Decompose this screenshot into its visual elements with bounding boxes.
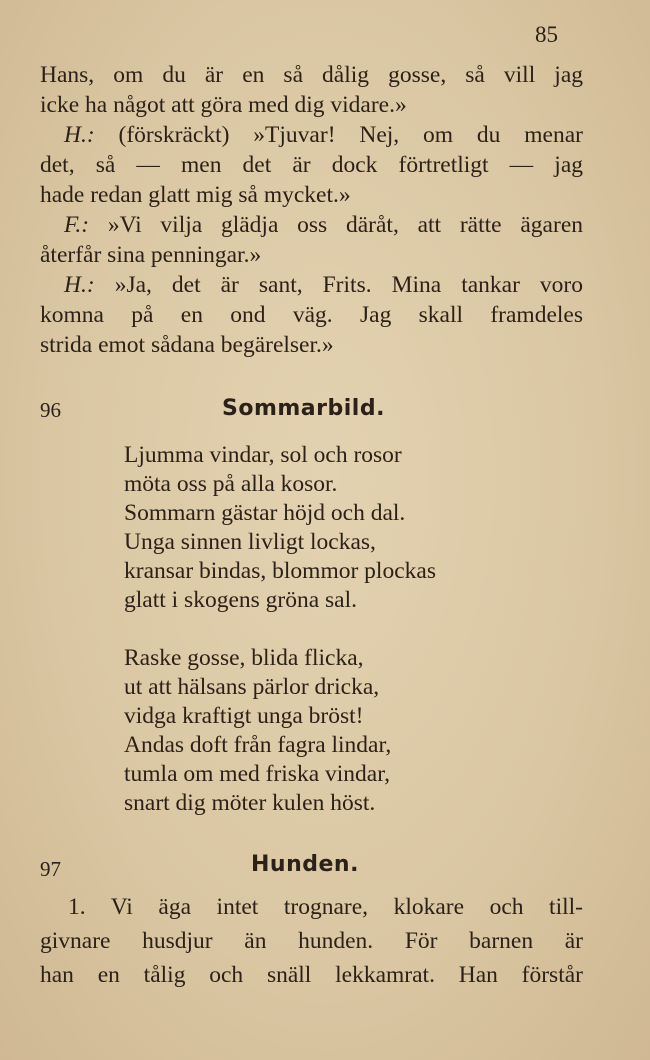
dialogue-line [64, 120, 583, 150]
page-number: 85 [535, 22, 558, 47]
dialogue-line: hade redan glatt mig så mycket.» [40, 182, 351, 208]
verse-line: vidga kraftigt unga bröst! [124, 703, 364, 729]
verse-line: Andas doft från fagra lindar, [124, 732, 392, 758]
speaker-label: H.: [64, 272, 95, 298]
speaker-label: H.: [64, 122, 95, 148]
prose-line: givnare husdjur än hunden. För barnen är [40, 928, 583, 954]
dialogue-line: komna på en ond väg. Jag skall framdeles [40, 302, 583, 328]
dialogue-text: »Ja, det är sant, Frits. Mina tankar voro [114, 272, 584, 298]
speaker-label: F.: [64, 212, 90, 238]
verse-line: ut att hälsans pärlor dricka, [124, 674, 380, 700]
dialogue-line [64, 270, 583, 300]
dialogue-line: icke ha något att göra med dig vidare.» [40, 92, 407, 118]
verse-line: Raske gosse, blida flicka, [124, 645, 364, 671]
section-title: Sommarbild. [222, 396, 385, 421]
section-number: 96 [40, 398, 61, 422]
verse-line: snart dig möter kulen höst. [124, 790, 376, 816]
verse-line: möta oss på alla kosor. [124, 471, 338, 497]
verse-line: kransar bindas, blommor plockas [124, 558, 436, 584]
prose-line: han en tålig och snäll lekkamrat. Han förstår [40, 962, 583, 988]
dialogue-line: strida emot sådana begärelser.» [40, 332, 334, 358]
dialogue-line: det, så — men det är dock förtretligt — jag [40, 152, 583, 178]
verse-line: Unga sinnen livligt lockas, [124, 529, 376, 555]
section-number: 97 [40, 857, 61, 881]
section-title: Hunden. [251, 852, 359, 877]
dialogue-text: »Vi vilja glädja oss däråt, att rätte ägaren [107, 212, 583, 238]
dialogue-text: (förskräckt) »Tjuvar! Nej, om du menar [118, 122, 583, 148]
prose-line: 1. Vi äga intet trognare, klokare och till- [68, 894, 583, 920]
verse-line: tumla om med friska vindar, [124, 761, 390, 787]
dialogue-line: Hans, om du är en så dålig gosse, så vill jag [40, 62, 583, 88]
verse-line: glatt i skogens gröna sal. [124, 587, 358, 613]
dialogue-line [64, 210, 583, 240]
verse-line: Sommarn gästar höjd och dal. [124, 500, 406, 526]
verse-line: Ljumma vindar, sol och rosor [124, 442, 402, 468]
dialogue-line: återfår sina penningar.» [40, 242, 262, 268]
